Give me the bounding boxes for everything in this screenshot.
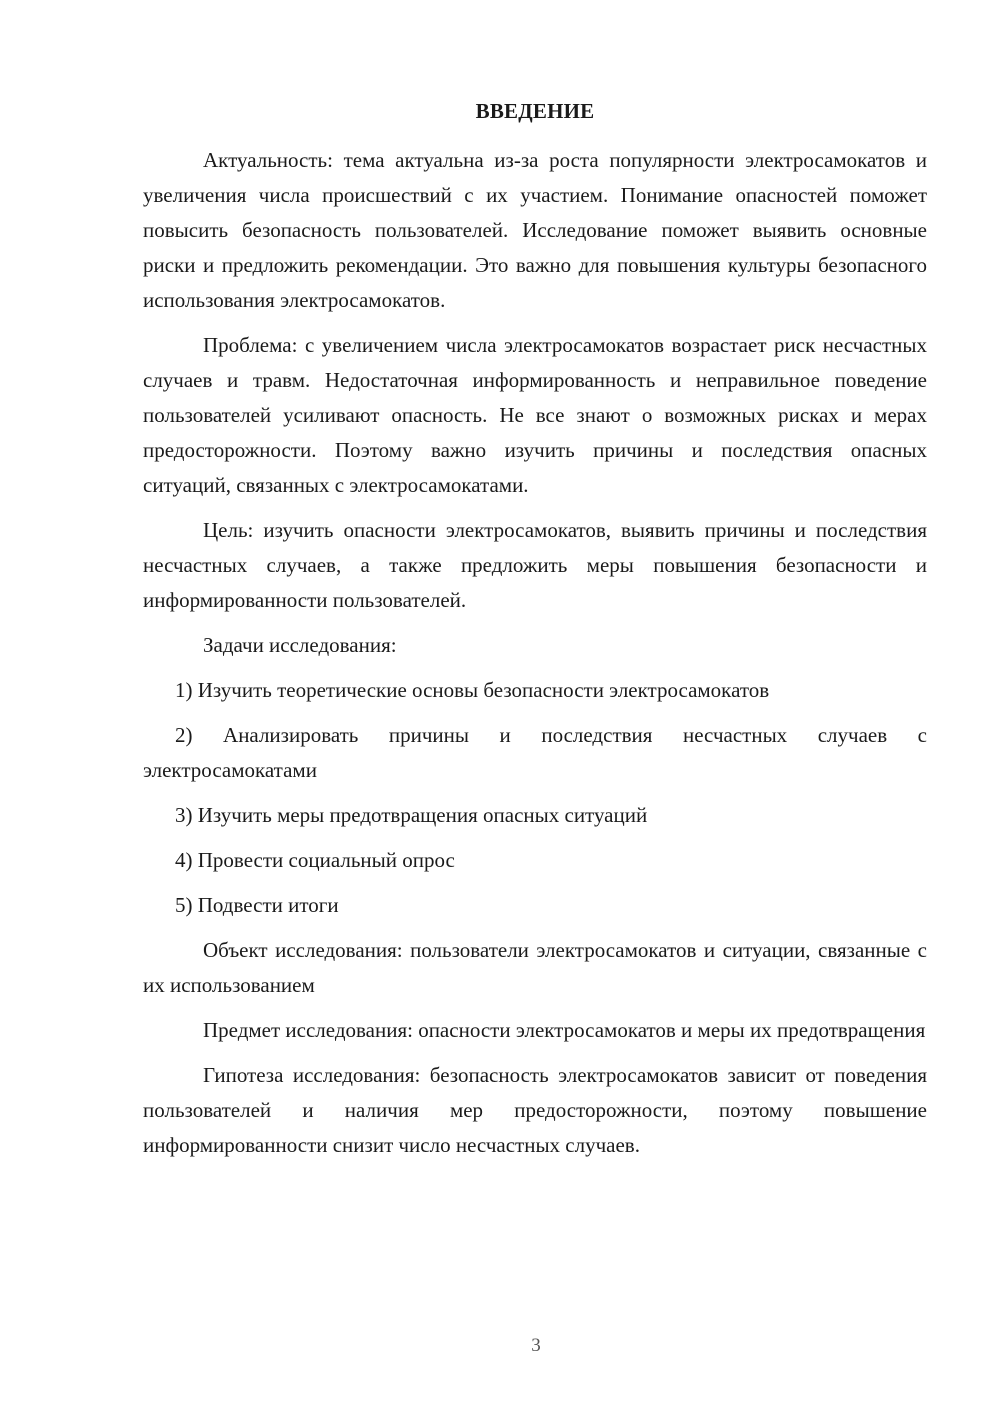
paragraph-subject: Предмет исследования: опасности электросамокатов и меры их предотвращения bbox=[203, 1018, 926, 1042]
task-item-5: 5) Подвести итоги bbox=[175, 893, 339, 917]
paragraph-tasks-heading: Задачи исследования: bbox=[203, 633, 397, 657]
task-item-3: 3) Изучить меры предотвращения опасных ситуаций bbox=[175, 803, 648, 827]
paragraph-hypothesis: Гипотеза исследования: безопасность электросамокатов зависит от поведения пользователей и наличия мер предосторожности, поэтому повышение информированности снизит число несчастных случаев. bbox=[143, 1063, 927, 1157]
paragraph-relevance: Актуальность: тема актуальна из-за роста популярности электросамокатов и увеличения числа происшествий с их участием. Понимание опасностей поможет повысить безопасность пользователей. Исследование поможет выявить основные риски и предложить рекомендации. Это важно для повышения культуры безопасного использования электросамокатов. bbox=[143, 148, 927, 312]
task-item-1: 1) Изучить теоретические основы безопасности электросамокатов bbox=[175, 678, 770, 702]
paragraph-goal: Цель: изучить опасности электросамокатов, выявить причины и последствия несчастных случаев, а также предложить меры повышения безопасности и информированности пользователей. bbox=[143, 518, 927, 612]
page-content bbox=[143, 96, 927, 1163]
paragraph-object: Объект исследования: пользователи электросамокатов и ситуации, связанные с их использованием bbox=[143, 938, 927, 997]
section-title: ВВЕДЕНИЕ bbox=[475, 99, 595, 123]
task-item-2: 2) Анализировать причины и последствия несчастных случаев с электросамокатами bbox=[143, 723, 927, 782]
paragraph-problem: Проблема: с увеличением числа электросамокатов возрастает риск несчастных случаев и травм. Недостаточная информированность и неправильное поведение пользователей усиливают опасность. Не все знают о возможных рисках и мерах предосторожности. Поэтому важно изучить причины и последствия опасных ситуаций, связанных с электросамокатами. bbox=[143, 333, 927, 497]
page-number: 3 bbox=[531, 1335, 541, 1356]
task-item-4: 4) Провести социальный опрос bbox=[175, 848, 455, 872]
